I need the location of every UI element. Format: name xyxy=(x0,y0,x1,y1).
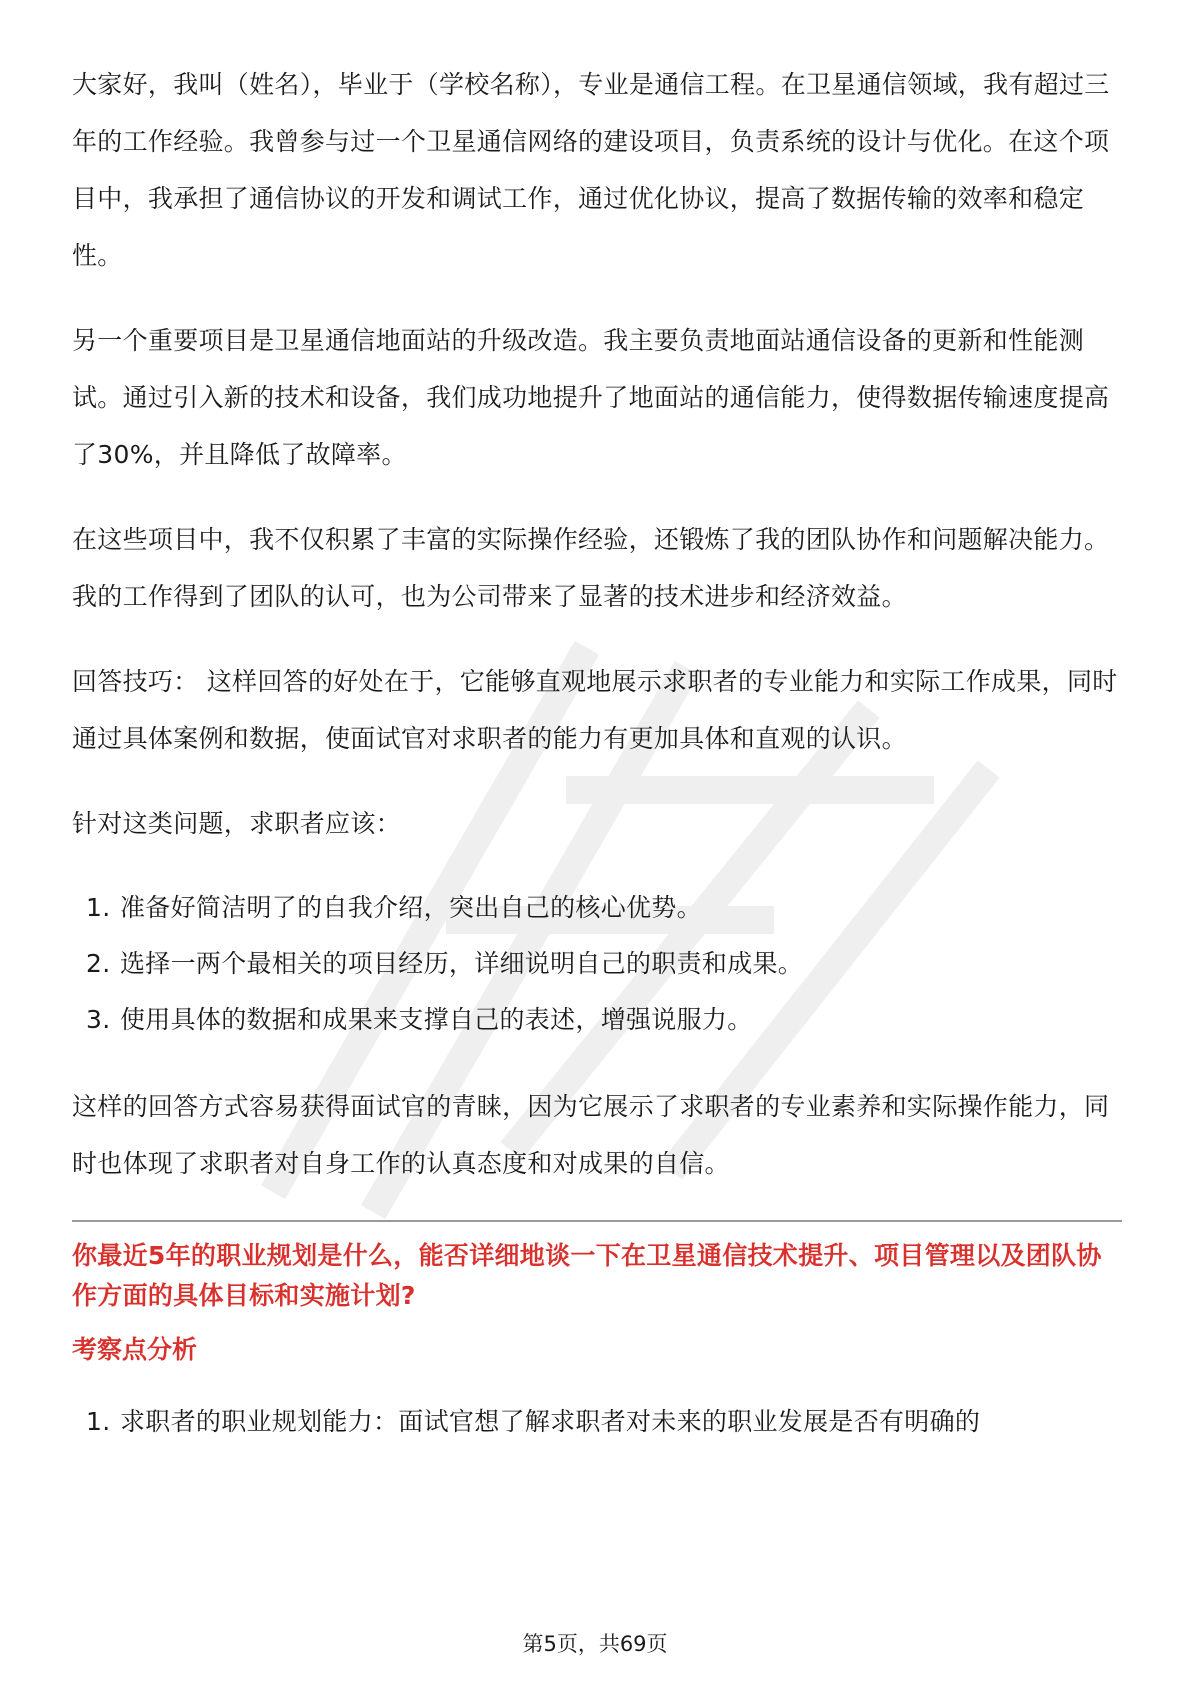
list-text: 准备好简洁明了的自我介绍，突出自己的核心优势。 xyxy=(120,893,702,922)
list-item xyxy=(72,936,1122,992)
list-item xyxy=(72,1394,1122,1450)
list-number: 2. xyxy=(86,949,111,978)
page-number-footer: 第5页，共69页 xyxy=(522,1632,668,1656)
list-text: 求职者的职业规划能力：面试官想了解求职者对未来的职业发展是否有明确的 xyxy=(120,1407,981,1436)
document-body xyxy=(72,56,1122,1480)
list-item xyxy=(72,880,1122,936)
closing-paragraph: 这样的回答方式容易获得面试官的青睐，因为它展示了求职者的专业素养和实际操作能力，同时也体现了求职者对自身工作的认真态度和对成果的自信。 xyxy=(72,1092,1110,1178)
project-paragraph: 另一个重要项目是卫星通信地面站的升级改造。我主要负责地面站通信设备的更新和性能测试。通过引入新的技术和设备，我们成功地提升了地面站的通信能力，使得数据传输速度提高了30%，并且降低了故障率。 xyxy=(72,326,1110,469)
intro-paragraph: 大家好，我叫（姓名），毕业于（学校名称），专业是通信工程。在卫星通信领域，我有超过三年的工作经验。我曾参与过一个卫星通信网络的建设项目，负责系统的设计与优化。在这个项目中，我承担了通信协议的开发和调试工作，通过优化协议，提高了数据传输的效率和稳定性。 xyxy=(72,70,1110,270)
list-text: 选择一两个最相关的项目经历，详细说明自己的职责和成果。 xyxy=(120,949,804,978)
answer-tips-paragraph: 回答技巧： 这样回答的好处在于，它能够直观地展示求职者的专业能力和实际工作成果，同时通过具体案例和数据，使面试官对求职者的能力有更加具体和直观的认识。 xyxy=(72,667,1118,753)
section-divider xyxy=(72,1220,1122,1222)
tips-list xyxy=(72,880,1122,1048)
analysis-list xyxy=(72,1394,1122,1450)
list-item xyxy=(72,992,1122,1048)
analysis-heading: 考察点分析 xyxy=(72,1335,198,1364)
list-number: 1. xyxy=(86,893,111,922)
list-text: 使用具体的数据和成果来支撑自己的表述，增强说服力。 xyxy=(120,1005,753,1034)
summary-paragraph: 在这些项目中，我不仅积累了丰富的实际操作经验，还锻炼了我的团队协作和问题解决能力。我的工作得到了团队的认可，也为公司带来了显著的技术进步和经济效益。 xyxy=(72,525,1110,611)
list-number: 1. xyxy=(86,1407,111,1436)
list-number: 3. xyxy=(86,1005,111,1034)
advice-intro: 针对这类问题，求职者应该： xyxy=(72,809,401,838)
question-heading: 你最近5年的职业规划是什么，能否详细地谈一下在卫星通信技术提升、项目管理以及团队协作方面的具体目标和实施计划? xyxy=(72,1241,1102,1310)
